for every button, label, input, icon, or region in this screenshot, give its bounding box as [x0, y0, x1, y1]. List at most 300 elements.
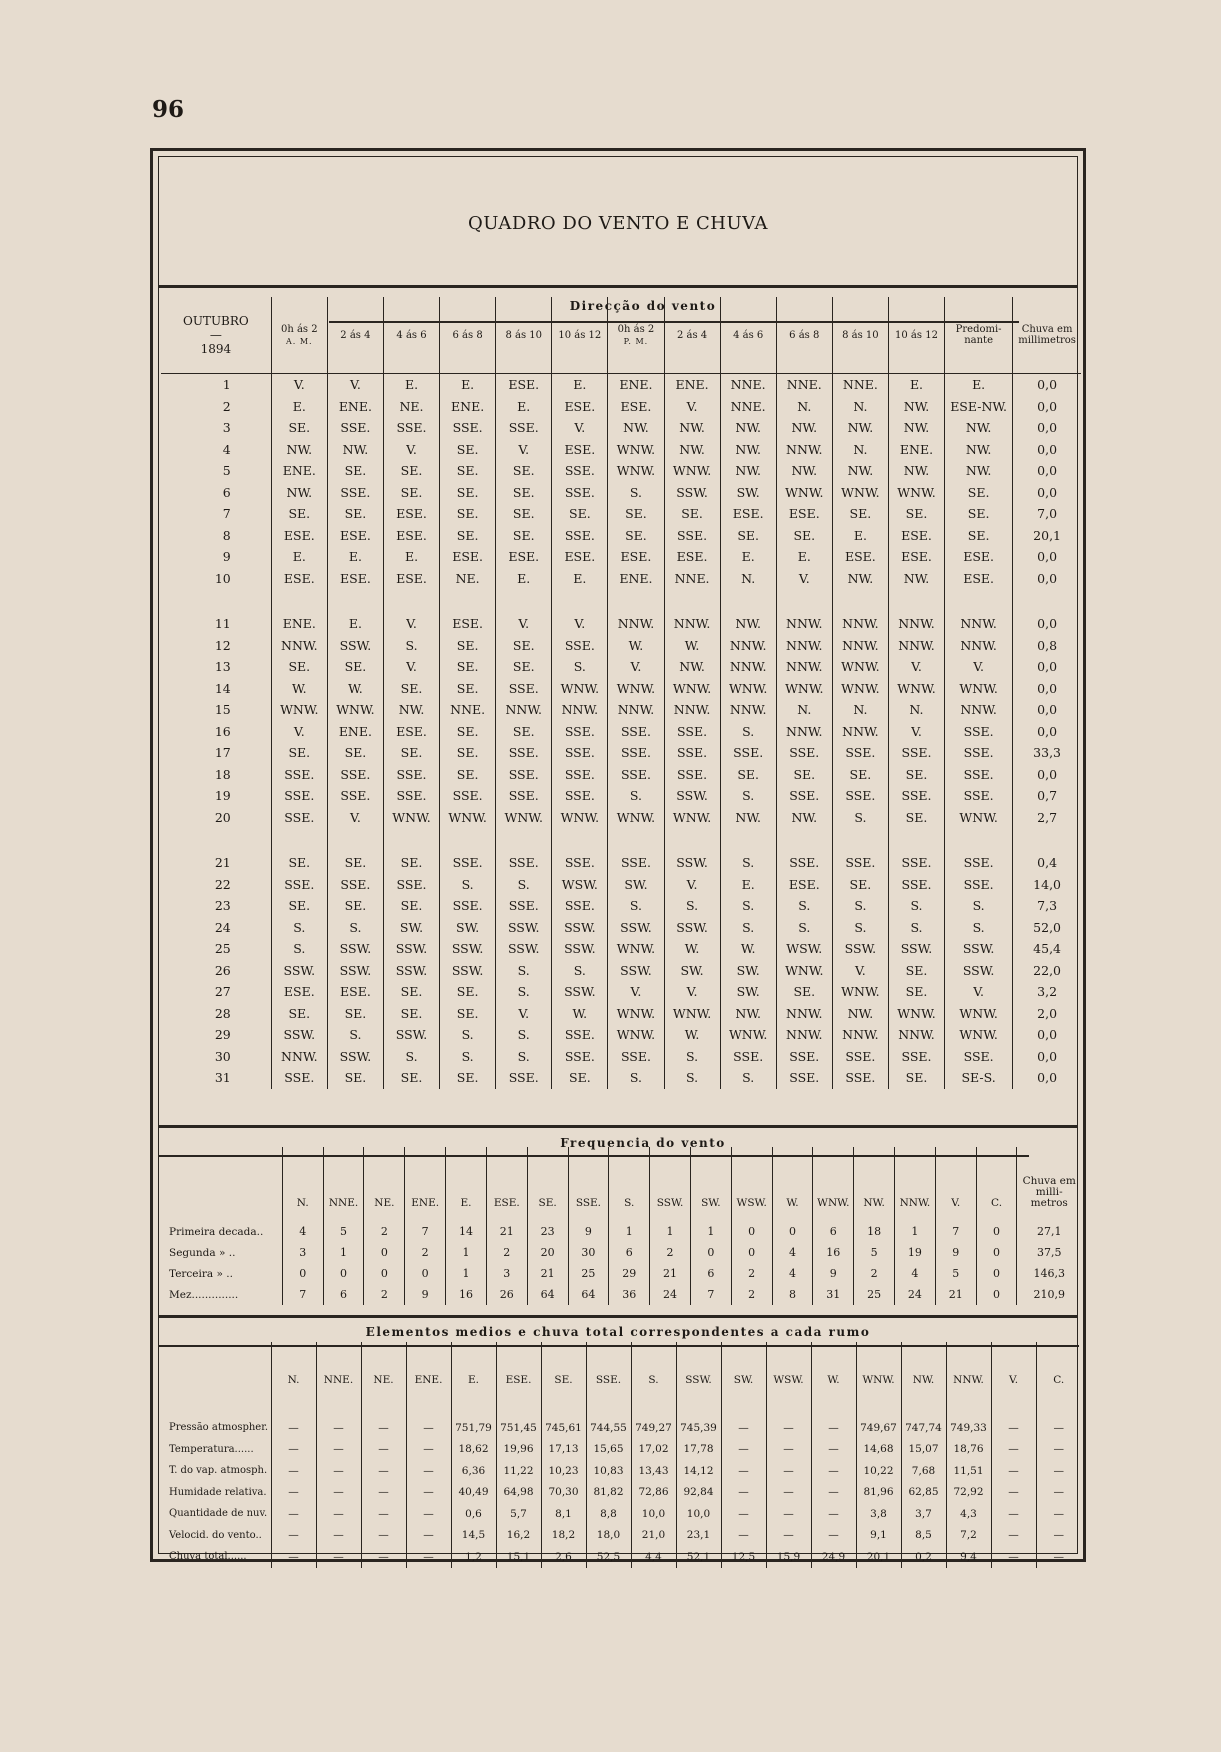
element-cell: 70,30 [541, 1482, 586, 1504]
direction-cell: W. [271, 678, 327, 700]
table-row [161, 874, 1081, 896]
gap-cell [552, 589, 608, 613]
col-header: 8 ás 10 [832, 297, 888, 374]
rain-cell: 210,9 [1017, 1284, 1081, 1305]
direction-cell: ESE. [945, 546, 1013, 568]
direction-cell: SSW. [383, 960, 439, 982]
direction-cell: NW. [832, 1003, 888, 1025]
direction-cell: V. [888, 721, 944, 743]
direction-cell: SSE. [945, 764, 1013, 786]
direction-cell: S. [496, 1046, 552, 1068]
elements-header-row [161, 1342, 1081, 1417]
direction-cell: WNW. [945, 1024, 1013, 1046]
direction-cell: SE. [888, 1067, 944, 1089]
col-header: 6 ás 8 [776, 297, 832, 374]
direction-cell: S. [496, 874, 552, 896]
direction-cell: SW. [720, 482, 776, 504]
direction-cell: SE. [496, 503, 552, 525]
element-cell: 0,2 [901, 1546, 946, 1568]
gap-cell [664, 828, 720, 852]
direction-cell: WNW. [608, 1024, 664, 1046]
frequency-cell: 0 [976, 1242, 1017, 1263]
element-cell: 15,9 [766, 1546, 811, 1568]
direction-cell: S. [776, 895, 832, 917]
table-row [161, 1221, 1081, 1242]
direction-cell: ESE. [776, 503, 832, 525]
table-row [161, 1003, 1081, 1025]
day-cell: 7 [222, 506, 231, 522]
direction-cell: V. [608, 656, 664, 678]
direction-cell: NW. [720, 439, 776, 461]
direction-cell: S. [664, 1067, 720, 1089]
frequency-cell: 9 [568, 1221, 609, 1242]
direction-cell: S. [496, 960, 552, 982]
table-row [161, 1263, 1081, 1284]
direction-header: W. [772, 1147, 813, 1221]
day-cell: 1 [222, 377, 231, 393]
direction-cell: SSE. [776, 852, 832, 874]
element-cell: 21,0 [631, 1525, 676, 1547]
table-row [161, 525, 1081, 547]
direction-cell: SE. [888, 807, 944, 829]
direction-cell: NNW. [664, 613, 720, 635]
direction-cell: SE. [832, 503, 888, 525]
element-cell: 10,23 [541, 1460, 586, 1482]
frequency-cell: 5 [935, 1263, 976, 1284]
direction-cell: SE. [440, 764, 496, 786]
direction-cell: NW. [327, 439, 383, 461]
element-cell: 18,76 [946, 1439, 991, 1461]
direction-cell: SSE. [383, 785, 439, 807]
direction-header: ESE. [496, 1342, 541, 1417]
element-cell: 52,1 [676, 1546, 721, 1568]
element-cell: — [766, 1525, 811, 1547]
direction-cell: WNW. [776, 678, 832, 700]
day-cell: 4 [222, 441, 231, 457]
element-cell: — [991, 1503, 1036, 1525]
direction-cell: ENE. [664, 374, 720, 396]
direction-header: SW. [690, 1147, 731, 1221]
element-cell: 4,3 [946, 1503, 991, 1525]
direction-cell: WNW. [832, 981, 888, 1003]
direction-cell: NW. [383, 699, 439, 721]
frequency-cell: 1 [895, 1221, 936, 1242]
row-label: Humidade relativa. [169, 1486, 267, 1498]
element-cell: 749,27 [631, 1417, 676, 1439]
element-cell: — [1036, 1503, 1081, 1525]
element-cell: — [271, 1546, 316, 1568]
direction-cell: V. [608, 981, 664, 1003]
frequency-cell: 21 [486, 1221, 527, 1242]
direction-cell: NNW. [552, 699, 608, 721]
direction-cell: NNW. [720, 656, 776, 678]
rain-cell: 52,0 [1013, 917, 1081, 939]
day-cell: 3 [222, 420, 231, 436]
year-label: 1894 [200, 342, 232, 356]
direction-cell: NNW. [832, 635, 888, 657]
direction-cell: WNW. [664, 1003, 720, 1025]
direction-cell: V. [552, 613, 608, 635]
frequency-cell: 1 [609, 1221, 650, 1242]
direction-cell: E. [888, 374, 944, 396]
element-cell: 10,0 [676, 1503, 721, 1525]
direction-cell: WNW. [720, 678, 776, 700]
table-row [161, 1284, 1081, 1305]
direction-cell: WNW. [608, 439, 664, 461]
table-row [161, 1067, 1081, 1089]
gap-cell [271, 828, 327, 852]
direction-cell: SSE. [271, 1067, 327, 1089]
element-cell: 52,5 [586, 1546, 631, 1568]
element-cell: 13,43 [631, 1460, 676, 1482]
direction-cell: E. [271, 546, 327, 568]
element-cell: — [766, 1417, 811, 1439]
element-cell: 24,9 [811, 1546, 856, 1568]
col-header: 4 ás 6 [383, 297, 439, 374]
element-cell: 40,49 [451, 1482, 496, 1504]
elements-table-body [161, 1417, 1081, 1568]
rain-cell: 33,3 [1013, 742, 1081, 764]
rain-cell: 0,0 [1013, 721, 1081, 743]
direction-cell: WNW. [832, 678, 888, 700]
direction-cell: ESE. [888, 525, 944, 547]
direction-cell: NNW. [776, 656, 832, 678]
element-cell: — [271, 1417, 316, 1439]
direction-cell: WNW. [888, 482, 944, 504]
direction-cell: SE. [945, 503, 1013, 525]
direction-header: V. [935, 1147, 976, 1221]
direction-cell: WNW. [608, 938, 664, 960]
element-cell: 15,07 [901, 1439, 946, 1461]
frequency-cell: 0 [690, 1242, 731, 1263]
rain-cell: 0,8 [1013, 635, 1081, 657]
direction-cell: SE. [271, 742, 327, 764]
frequency-cell: 0 [364, 1242, 405, 1263]
direction-cell: N. [832, 396, 888, 418]
frequency-cell: 4 [282, 1221, 323, 1242]
direction-cell: V. [496, 439, 552, 461]
gap-cell [720, 828, 776, 852]
row-label: Quantidade de nuv. [169, 1508, 268, 1520]
element-cell: 17,78 [676, 1439, 721, 1461]
direction-cell: ESE. [945, 568, 1013, 590]
direction-cell: SSE. [552, 1046, 608, 1068]
row-label-header [161, 1342, 271, 1417]
month-header [161, 297, 271, 374]
rain-cell: 146,3 [1017, 1263, 1081, 1284]
direction-cell: SSE. [832, 742, 888, 764]
direction-cell: NNW. [776, 721, 832, 743]
direction-header: WNW. [856, 1342, 901, 1417]
frequency-cell: 19 [895, 1242, 936, 1263]
table-row [161, 721, 1081, 743]
element-cell: — [271, 1525, 316, 1547]
element-cell: — [1036, 1546, 1081, 1568]
direction-cell: NW. [888, 460, 944, 482]
table-row [161, 678, 1081, 700]
frequency-cell: 7 [690, 1284, 731, 1305]
direction-cell: S. [720, 895, 776, 917]
direction-cell: SE. [720, 525, 776, 547]
direction-cell: SSE. [271, 874, 327, 896]
gap-cell [888, 828, 944, 852]
direction-cell: NNW. [888, 1024, 944, 1046]
direction-cell: SSW. [552, 938, 608, 960]
direction-cell: SE. [383, 895, 439, 917]
day-cell: 8 [222, 527, 231, 543]
element-cell: — [766, 1439, 811, 1461]
col-header: 4 ás 6 [720, 297, 776, 374]
table-row [161, 1503, 1081, 1525]
direction-cell: WNW. [327, 699, 383, 721]
element-cell: — [361, 1546, 406, 1568]
direction-cell: N. [832, 699, 888, 721]
direction-cell: S. [664, 1046, 720, 1068]
direction-cell: SE. [496, 525, 552, 547]
frequency-cell: 9 [935, 1242, 976, 1263]
element-cell: — [316, 1546, 361, 1568]
direction-header: NNE. [316, 1342, 361, 1417]
direction-cell: SSE. [496, 895, 552, 917]
direction-header: NNW. [946, 1342, 991, 1417]
direction-cell: ESE. [327, 568, 383, 590]
frequency-cell: 5 [323, 1221, 364, 1242]
gap-cell [776, 828, 832, 852]
frequency-cell: 21 [935, 1284, 976, 1305]
gap-cell [271, 589, 327, 613]
direction-cell: SE. [327, 656, 383, 678]
direction-cell: ESE. [776, 874, 832, 896]
direction-cell: NNW. [720, 699, 776, 721]
direction-cell: S. [608, 785, 664, 807]
direction-cell: NNE. [440, 699, 496, 721]
row-label: Temperatura...... [169, 1443, 254, 1455]
table-row [161, 460, 1081, 482]
element-cell: 7,68 [901, 1460, 946, 1482]
day-cell: 28 [214, 1005, 231, 1021]
direction-cell: N. [888, 699, 944, 721]
direction-cell: WNW. [664, 678, 720, 700]
day-cell: 17 [214, 745, 231, 761]
direction-cell: SE. [440, 742, 496, 764]
direction-cell: E. [552, 374, 608, 396]
element-cell: 14,68 [856, 1439, 901, 1461]
direction-cell: ESE-NW. [945, 396, 1013, 418]
element-cell: 751,45 [496, 1417, 541, 1439]
direction-cell: E. [945, 374, 1013, 396]
table-row [161, 417, 1081, 439]
direction-cell: E. [440, 374, 496, 396]
direction-header: NNE. [323, 1147, 364, 1221]
direction-cell: NW. [945, 460, 1013, 482]
table-row [161, 635, 1081, 657]
element-cell: 17,02 [631, 1439, 676, 1461]
direction-cell: SE. [271, 656, 327, 678]
element-cell: 6,36 [451, 1460, 496, 1482]
day-cell: 18 [214, 766, 231, 782]
direction-cell: ENE. [327, 396, 383, 418]
direction-header: SSW. [676, 1342, 721, 1417]
frequency-cell: 8 [772, 1284, 813, 1305]
element-cell: 81,82 [586, 1482, 631, 1504]
element-cell: 17,13 [541, 1439, 586, 1461]
direction-cell: ESE. [327, 981, 383, 1003]
direction-cell: SSW. [496, 917, 552, 939]
gap-cell [776, 589, 832, 613]
direction-cell: SSE. [552, 742, 608, 764]
day-cell: 26 [214, 962, 231, 978]
direction-cell: V. [383, 439, 439, 461]
direction-cell: SSE. [945, 721, 1013, 743]
direction-cell: V. [945, 656, 1013, 678]
direction-cell: E. [720, 874, 776, 896]
frequency-cell: 29 [609, 1263, 650, 1284]
direction-cell: SE. [945, 525, 1013, 547]
frequency-cell: 2 [731, 1284, 772, 1305]
direction-cell: E. [496, 396, 552, 418]
direction-cell: SE. [496, 656, 552, 678]
direction-cell: SSE. [552, 1024, 608, 1046]
gap-cell [161, 589, 271, 613]
title-divider [159, 285, 1077, 288]
direction-cell: WNW. [383, 807, 439, 829]
direction-cell: S. [888, 917, 944, 939]
day-cell: 31 [214, 1070, 231, 1086]
direction-header: SE. [527, 1147, 568, 1221]
frequency-cell: 16 [813, 1242, 854, 1263]
direction-cell: SE. [776, 764, 832, 786]
gap-cell [945, 828, 1013, 852]
direction-cell: V. [327, 807, 383, 829]
direction-cell: SE. [383, 1067, 439, 1089]
table-row [161, 1242, 1081, 1263]
direction-cell: SSE. [776, 785, 832, 807]
day-cell: 16 [214, 723, 231, 739]
element-cell: 1,2 [451, 1546, 496, 1568]
direction-cell: SSE. [888, 785, 944, 807]
element-cell: 10,83 [586, 1460, 631, 1482]
element-cell: 16,2 [496, 1525, 541, 1547]
day-cell: 21 [214, 855, 231, 871]
direction-cell: SSE. [888, 1046, 944, 1068]
direction-header: ENE. [405, 1147, 446, 1221]
direction-cell: ESE. [383, 721, 439, 743]
direction-cell: NNW. [776, 1003, 832, 1025]
direction-cell: SW. [720, 960, 776, 982]
direction-cell: SSE. [664, 764, 720, 786]
direction-cell: N. [720, 568, 776, 590]
element-cell: — [406, 1503, 451, 1525]
gap-cell [664, 589, 720, 613]
direction-cell: SSE. [271, 807, 327, 829]
col-header: 10 ás 12 [552, 297, 608, 374]
frequency-cell: 6 [690, 1263, 731, 1284]
frequency-table-body [161, 1221, 1081, 1305]
rain-cell: 0,0 [1013, 656, 1081, 678]
direction-cell: SSW. [383, 1024, 439, 1046]
direction-cell: SSE. [552, 721, 608, 743]
direction-cell: SSE. [608, 742, 664, 764]
element-cell: 9,1 [856, 1525, 901, 1547]
direction-cell: S. [327, 1024, 383, 1046]
direction-cell: SSE. [552, 460, 608, 482]
direction-cell: S. [832, 807, 888, 829]
direction-cell: SE. [327, 852, 383, 874]
direction-cell: SE. [720, 764, 776, 786]
row-label: Terceira » .. [169, 1267, 233, 1280]
direction-cell: SE. [832, 874, 888, 896]
month-label: OUTUBRO [182, 314, 249, 328]
day-cell: 14 [214, 680, 231, 696]
direction-cell: SSW. [608, 917, 664, 939]
rain-cell: 0,0 [1013, 482, 1081, 504]
element-cell: 15,65 [586, 1439, 631, 1461]
direction-cell: NW. [888, 417, 944, 439]
direction-cell: SSE. [440, 895, 496, 917]
direction-cell: V. [552, 417, 608, 439]
direction-cell: SW. [608, 874, 664, 896]
direction-header: SSE. [568, 1147, 609, 1221]
frequency-cell: 6 [813, 1221, 854, 1242]
frequency-cell: 6 [323, 1284, 364, 1305]
day-cell: 2 [222, 398, 231, 414]
rain-cell: 20,1 [1013, 525, 1081, 547]
direction-cell: ESE. [383, 503, 439, 525]
direction-cell: WNW. [945, 807, 1013, 829]
direction-cell: S. [383, 635, 439, 657]
direction-cell: SE. [440, 635, 496, 657]
direction-cell: SSE. [888, 742, 944, 764]
element-cell: 8,5 [901, 1525, 946, 1547]
direction-cell: NE. [440, 568, 496, 590]
direction-cell: SSW. [888, 938, 944, 960]
element-cell: — [361, 1503, 406, 1525]
element-cell: 18,2 [541, 1525, 586, 1547]
direction-cell: SSE. [327, 785, 383, 807]
direction-header: WSW. [766, 1342, 811, 1417]
table-row [161, 613, 1081, 635]
gap-cell [888, 589, 944, 613]
element-cell: — [991, 1546, 1036, 1568]
direction-cell: NNW. [776, 439, 832, 461]
direction-cell: S. [440, 1024, 496, 1046]
direction-cell: SSW. [383, 938, 439, 960]
direction-cell: WSW. [776, 938, 832, 960]
table-frame [150, 148, 1086, 1562]
direction-header: ESE. [486, 1147, 527, 1221]
gap-cell [161, 828, 271, 852]
direction-cell: S. [720, 1067, 776, 1089]
day-cell: 23 [214, 898, 231, 914]
direction-cell: ESE. [271, 568, 327, 590]
direction-cell: S. [720, 852, 776, 874]
frequency-cell: 0 [772, 1221, 813, 1242]
direction-cell: S. [945, 917, 1013, 939]
gap-cell [720, 589, 776, 613]
direction-cell: SSE. [664, 742, 720, 764]
element-cell: 62,85 [901, 1482, 946, 1504]
direction-cell: SSE. [776, 1067, 832, 1089]
table-row [161, 546, 1081, 568]
element-cell: 3,7 [901, 1503, 946, 1525]
gap-cell [608, 828, 664, 852]
direction-cell: SSE. [720, 742, 776, 764]
direction-cell: SSE. [664, 721, 720, 743]
gap-cell [327, 828, 383, 852]
frequency-cell: 21 [527, 1263, 568, 1284]
direction-cell: WNW. [496, 807, 552, 829]
element-cell: 14,12 [676, 1460, 721, 1482]
